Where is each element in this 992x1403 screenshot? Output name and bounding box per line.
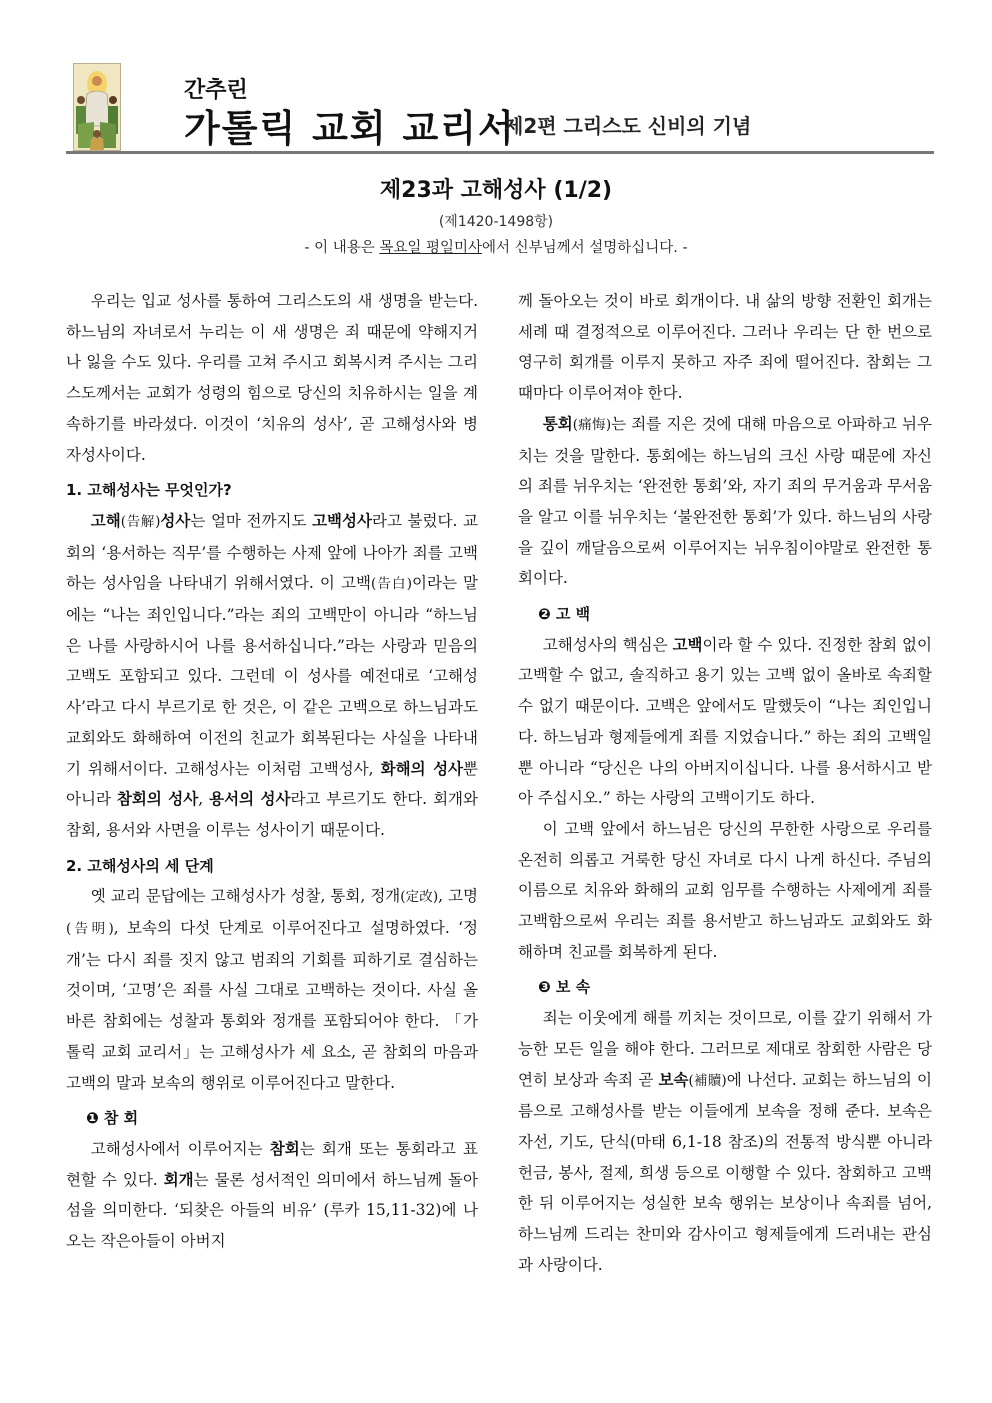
- paragraph-range: (제1420-1498항): [438, 214, 554, 230]
- text-run: 죄는 이웃에게 해를 끼치는 것이므로, 이를 갚기 위해서 가능한 모든 일을 해야 한다. 그러므로 제대로 참회한 사람은 당연히 보상과 속죄 곧: [518, 1009, 932, 1089]
- text-run: 이라는 말에는 “나는 죄인입니다.”라는 죄의 고백만이 아니라 “하느님은 나를 사랑하시어 나를 용서하십니다.”라는 사랑과 믿음의 고백도 포함되고 있다. 그런데 이 성사를 예전대로 ‘고해성사’라고 다시 부르기로 한 것은, 이 같은 고백으로 하느님과도 교회와도 화해하여 이전의 친교가 회복된다는 사실을 나타내기 위해서이다. 고해성사는 이처럼 고백성사,: [66, 574, 478, 778]
- header-title: 가톨릭 교회 교리서: [184, 107, 516, 150]
- confession-paragraph-2: 이 고백 앞에서 하느님은 당신의 무한한 사랑으로 우리를 온전히 의롭고 거룩한 당신 자녀로 다시 나게 하신다. 주님의 이름으로 치유와 화해의 교회 임무를 수행하는 사제에게 죄를 고백함으로써 우리는 죄를 용서받고 하느님과도 교회와도 화해하며 친교를 회복하게 된다.: [518, 819, 932, 961]
- header-subtitle: 간추린: [184, 78, 248, 103]
- header-part: 제2편 그리스도 신비의 기념: [504, 114, 752, 138]
- bold-term: 고해: [90, 510, 121, 530]
- text-run: 는 얼마 전까지도: [190, 511, 313, 530]
- hanja: (定改): [400, 889, 439, 906]
- text-run: 에 나선다. 교회는 하느님의 이름으로 고해성사를 받는 이들에게 보속을 정해 준다. 보속은 자선, 기도, 단식(마태 6,1-18 참조)의 전통적 방식뿐 아니라 헌금, 봉사, 절제, 희생 등으로 이행할 수 있다. 참회하고 고백한 뒤 이루어지는 성실한 보속 행위는 보상이나 속죄를 넘어, 하느님께 드리는 찬미와 감사이고 형제들에게 드러내는 관심과 사랑이다.: [518, 1070, 933, 1274]
- bold-term: 참회의 성사: [116, 789, 199, 809]
- contrition-continued: 께 돌아오는 것이 바로 회개이다. 내 삶의 방향 전환인 회개는 세례 때 결정적으로 이루어진다. 그러나 우리는 단 한 번으로 영구히 회개를 이루지 못하고 자주 죄에 떨어진다. 참회는 그때마다 이루어져야 한다.: [518, 292, 932, 403]
- subsection-heading-contrition: ❶ 참 회: [86, 1109, 139, 1128]
- text-run: , 고명: [438, 887, 478, 906]
- intro-paragraph: 우리는 입교 성사를 통하여 그리스도의 새 생명을 받는다. 하느님의 자녀로서 누리는 이 새 생명은 죄 때문에 약해지거나 잃을 수도 있다. 우리를 고쳐 주시고 회복시켜 주시는 그리스도께서는 교회가 성령의 힘으로 당신의 치유하시는 일을 계속하기를 바라셨다. 이것이 ‘치유의 성사’, 곧 고해성사와 병자성사이다.: [66, 292, 478, 464]
- hanja: (告解): [120, 513, 161, 530]
- text-run: 는 죄를 지은 것에 대해 마음으로 아파하고 뉘우치는 것을 말한다. 통회에는 하느님의 크신 사랑 때문에 자신의 죄를 뉘우치는 ‘완전한 통회’와, 자기 죄의 무거움과 무서움을 알고 이를 뉘우치는 ‘불완전한 통회’가 있다. 하느님의 사랑을 깊이 깨달음으로써 이루어지는 뉘우침이야말로 완전한 통회이다.: [518, 414, 932, 588]
- text-run: 이라 할 수 있다. 진정한 참회 없이 고백할 수 없고, 솔직하고 용기 있는 고백 없이 올바로 속죄할 수 없기 때문이다. 고백은 앞에서도 말했듯이 “나는 죄인입니다. 하느님과 형제들에게 죄를 지었습니다.” 하는 죄의 고백일 뿐 아니라 “당신은 나의 아버지이십니다. 나를 용서하시고 받아 주십시오.” 하는 사랑의 고백이기도 하다.: [518, 635, 933, 808]
- note-underlined: 목요일 평일미사: [379, 240, 482, 256]
- text-run: ,: [198, 790, 210, 809]
- text-run: 라고 불렀다. 교회의 ‘용서하는 직무’를 수행하는 사제 앞에 나아가 죄를 고백하는 성사임을 나타내기 위해서였다. 이 고백: [66, 511, 478, 593]
- bold-term: 통회: [542, 413, 573, 433]
- section-2-paragraph: [66, 881, 478, 1098]
- hanja: (告明): [66, 921, 114, 938]
- section-heading-2: 2. 고해성사의 세 단계: [66, 856, 214, 875]
- text-run: 라고 부르기도 한다. 회개와 참회, 용서와 사면을 이루는 성사이기 때문이다.: [66, 790, 478, 839]
- text-run: 뿐 아니라: [66, 759, 478, 809]
- bold-term: 회개: [163, 1169, 194, 1189]
- bold-term: 고백: [672, 634, 703, 654]
- confession-paragraph: [518, 630, 932, 814]
- text-run: 는 물론 성서적인 의미에서 하느님께 돌아섬을 의미한다. ‘되찾은 아들의 비유’ (루카 15,11-32)에 나오는 작은아들이 아버지: [66, 1170, 478, 1251]
- hanja: (痛悔): [572, 416, 612, 433]
- bold-term: 성사: [160, 510, 191, 530]
- text-run: , 보속의 다섯 단계로 이루어진다고 설명하였다. ‘정개’는 다시 죄를 짓지 않고 범죄의 기회를 피하기로 결심하는 것이며, ‘고명’은 죄를 사실 그대로 고백하는 것이다. 사실 올바른 참회에는 성찰과 통회와 정개를 포함되어야 한다. 「가톨릭 교회 교리서」는 고해성사가 세 요소, 곧 참회의 마음과 고백의 말과 보속의 행위로 이루어진다고 말한다.: [66, 919, 478, 1092]
- penance-paragraph: [518, 1003, 932, 1280]
- bold-term: 화해의 성사: [380, 758, 464, 778]
- subsection-heading-confession: ❷ 고 백: [538, 605, 591, 624]
- hanja: (告白): [370, 576, 412, 593]
- text-run: 고해성사에서 이루어지는: [90, 1139, 270, 1158]
- text-run: 는 회개 또는 통회라고 표현할 수 있다.: [66, 1139, 478, 1189]
- hanja: (補贖): [688, 1072, 727, 1089]
- christ-disciples-illustration: [74, 64, 120, 150]
- bold-term: 용서의 성사: [209, 789, 291, 809]
- section-1-paragraph: [66, 506, 478, 846]
- left-column: [66, 286, 478, 1257]
- subsection-heading-penance: ❸ 보 속: [538, 978, 591, 997]
- catechism-logo-image: [73, 63, 121, 151]
- note-post: 에서 신부님께서 설명하십니다. -: [482, 240, 688, 256]
- note-pre: - 이 내용은: [304, 240, 380, 256]
- text-run: 고해성사의 핵심은: [542, 635, 673, 654]
- section-heading-1: 1. 고해성사는 무엇인가?: [66, 481, 232, 500]
- lesson-title: 제23과 고해성사 (1/2): [379, 178, 613, 203]
- bold-term: 보속: [658, 1069, 689, 1089]
- right-column: [518, 286, 932, 1281]
- repentance-paragraph: [518, 409, 932, 594]
- bold-term: 고백성사: [312, 510, 372, 530]
- contrition-paragraph: [66, 1134, 478, 1257]
- header-divider: [66, 151, 934, 154]
- lecture-note: [0, 236, 992, 257]
- bold-term: 참회: [269, 1138, 300, 1158]
- text-run: 옛 교리 문답에는 고해성사가 성찰, 통회, 정개: [90, 887, 401, 906]
